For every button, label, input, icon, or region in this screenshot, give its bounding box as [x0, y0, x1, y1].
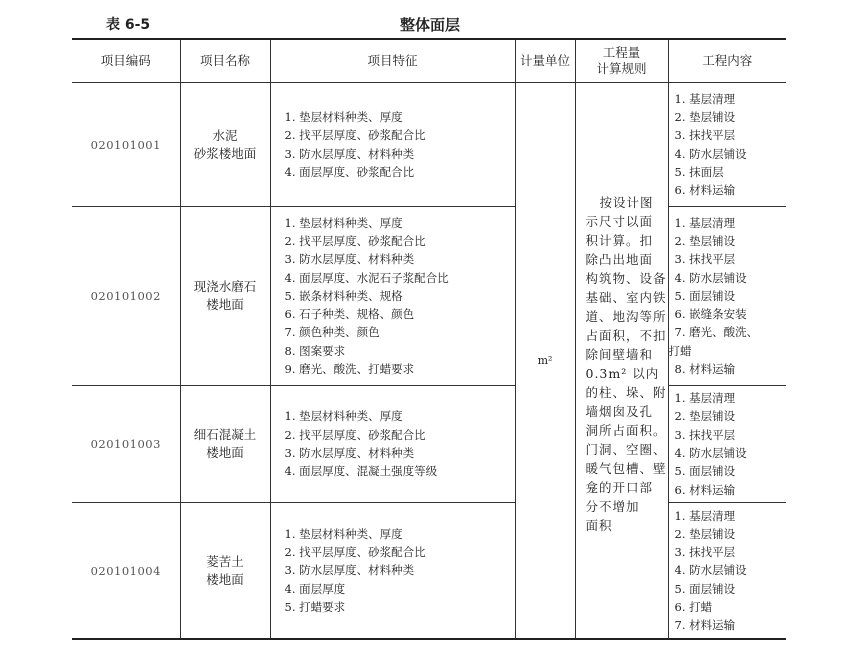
content-line: 4. 防水层铺设	[674, 270, 747, 285]
rule-line: 道、地沟等所	[585, 308, 667, 324]
table-title: 整体面层	[399, 16, 460, 34]
content-line: 7. 磨光、酸洗、	[674, 325, 759, 340]
content-line: 5. 抹面层	[674, 164, 724, 179]
rule-line: 除凸出地面	[585, 251, 654, 267]
unit-cell: m²	[515, 83, 575, 640]
item-name-line: 砂浆楼地面	[193, 145, 257, 161]
item-code: 020101002	[72, 207, 180, 386]
feature-line: 7. 颜色种类、颜色	[284, 325, 380, 340]
header-name: 项目名称	[180, 39, 270, 83]
item-content	[668, 207, 786, 386]
content-line: 3. 抹找平层	[674, 427, 736, 442]
content-line: 4. 防水层铺设	[674, 563, 747, 578]
feature-line: 3. 防水层厚度、材料种类	[284, 146, 415, 161]
content-line: 4. 防水层铺设	[674, 146, 747, 161]
table-row	[72, 207, 786, 386]
content-line: 6. 打蜡	[674, 599, 713, 614]
feature-line: 1. 垫层材料种类、厚度	[284, 526, 403, 541]
content-line: 5. 面层铺设	[674, 288, 736, 303]
rule-line: 洞所占面积。	[585, 422, 667, 438]
content-line: 2. 垫层铺设	[674, 109, 736, 124]
feature-line: 4. 面层厚度	[284, 581, 346, 596]
item-features	[270, 207, 515, 386]
item-name	[180, 386, 270, 503]
feature-line: 8. 图案要求	[284, 343, 346, 358]
rule-line: 除间壁墙和	[585, 346, 654, 362]
table-row	[72, 503, 786, 640]
rule-line: 墙烟囱及孔	[585, 403, 654, 419]
rule-line: 的柱、垛、附	[585, 384, 667, 400]
feature-line: 3. 防水层厚度、材料种类	[284, 446, 415, 460]
feature-line: 1. 垫层材料种类、厚度	[284, 109, 403, 124]
content-line: 3. 抹找平层	[674, 545, 736, 560]
header-rule-line: 计算规则	[596, 61, 647, 76]
rule-cell	[575, 83, 668, 640]
rule-line: 分不增加	[585, 498, 640, 514]
feature-line: 6. 石子种类、规格、颜色	[284, 307, 415, 322]
content-line: 5. 面层铺设	[674, 464, 736, 479]
feature-line: 2. 找平层厚度、砂浆配合比	[284, 427, 426, 442]
item-name-line: 楼地面	[206, 297, 244, 312]
rule-line: 基础、室内铁	[585, 289, 667, 305]
table-row	[72, 83, 786, 207]
item-name-line: 细石混凝土	[193, 427, 257, 442]
feature-line: 2. 找平层厚度、砂浆配合比	[284, 128, 426, 143]
item-features	[270, 83, 515, 207]
content-line: 3. 抹找平层	[674, 252, 736, 267]
item-features	[270, 386, 515, 503]
feature-line: 9. 磨光、酸洗、打蜡要求	[284, 362, 415, 377]
item-content	[668, 386, 786, 503]
item-code: 020101004	[72, 503, 180, 640]
item-content	[668, 503, 786, 640]
feature-line: 4. 面层厚度、砂浆配合比	[284, 164, 415, 179]
content-line: 2. 垫层铺设	[674, 233, 736, 248]
rule-line: 构筑物、设备	[585, 270, 667, 286]
content-line: 2. 垫层铺设	[674, 526, 736, 541]
header-code: 项目编码	[72, 39, 180, 83]
item-code: 020101001	[72, 83, 180, 207]
feature-line: 5. 嵌条材料种类、规格	[284, 288, 403, 303]
table-caption	[0, 14, 860, 40]
item-name-line: 楼地面	[206, 445, 244, 460]
content-line: 4. 防水层铺设	[674, 446, 747, 460]
content-line: 6. 嵌缝条安装	[674, 307, 747, 322]
feature-line: 4. 面层厚度、水泥石子浆配合比	[284, 270, 449, 285]
content-line: 1. 基层清理	[674, 391, 736, 406]
rule-line: 龛的开口部	[585, 479, 654, 495]
item-name-line: 现浇水磨石	[193, 279, 257, 294]
content-line: 6. 材料运输	[674, 183, 736, 198]
item-name	[180, 503, 270, 640]
rule-line: 面积	[585, 517, 613, 533]
rule-line: 门洞、空圈、	[585, 441, 667, 457]
content-line: 7. 材料运输	[674, 618, 736, 632]
feature-line: 4. 面层厚度、混凝土强度等级	[284, 464, 438, 479]
rule-line: 占面积，不扣	[585, 327, 667, 343]
header-features: 项目特征	[270, 39, 515, 83]
feature-line: 1. 垫层材料种类、厚度	[284, 215, 403, 230]
item-name-line: 菱苦土	[206, 553, 244, 569]
content-line: 8. 材料运输	[674, 362, 736, 377]
item-name	[180, 83, 270, 207]
rule-line: 暖气包槽、壁	[585, 460, 667, 476]
item-content	[668, 83, 786, 207]
header-unit: 计量单位	[515, 39, 575, 83]
feature-line: 3. 防水层厚度、材料种类	[284, 563, 415, 578]
feature-line: 3. 防水层厚度、材料种类	[284, 252, 415, 267]
feature-line: 5. 打蜡要求	[284, 599, 346, 614]
content-line: 3. 抹找平层	[674, 128, 736, 143]
header-row	[72, 39, 786, 83]
content-line: 1. 基层清理	[674, 508, 736, 523]
header-content: 工程内容	[668, 39, 786, 83]
feature-line: 1. 垫层材料种类、厚度	[284, 409, 403, 424]
content-line: 打蜡	[668, 343, 692, 358]
rule-line: 0.3m² 以内	[585, 365, 660, 381]
item-code: 020101003	[72, 386, 180, 503]
feature-line: 2. 找平层厚度、砂浆配合比	[284, 233, 426, 248]
content-line: 1. 基层清理	[674, 215, 736, 230]
content-line: 5. 面层铺设	[674, 581, 736, 596]
content-line: 6. 材料运输	[674, 482, 736, 497]
rule-line: 积计算。扣	[585, 232, 654, 248]
item-name-line: 水泥	[212, 127, 238, 143]
rule-line: 示尺寸以面	[585, 213, 654, 229]
content-line: 2. 垫层铺设	[674, 409, 736, 424]
feature-line: 2. 找平层厚度、砂浆配合比	[284, 545, 426, 560]
header-rule	[575, 39, 668, 83]
item-features	[270, 503, 515, 640]
spec-table	[72, 38, 786, 640]
table-number: 表 6-5	[106, 17, 151, 33]
content-line: 1. 基层清理	[674, 91, 736, 106]
table-row	[72, 386, 786, 503]
item-name-line: 楼地面	[206, 571, 244, 587]
header-rule-line: 工程量	[602, 45, 641, 60]
rule-line: 按设计图	[599, 194, 654, 210]
item-name	[180, 207, 270, 386]
